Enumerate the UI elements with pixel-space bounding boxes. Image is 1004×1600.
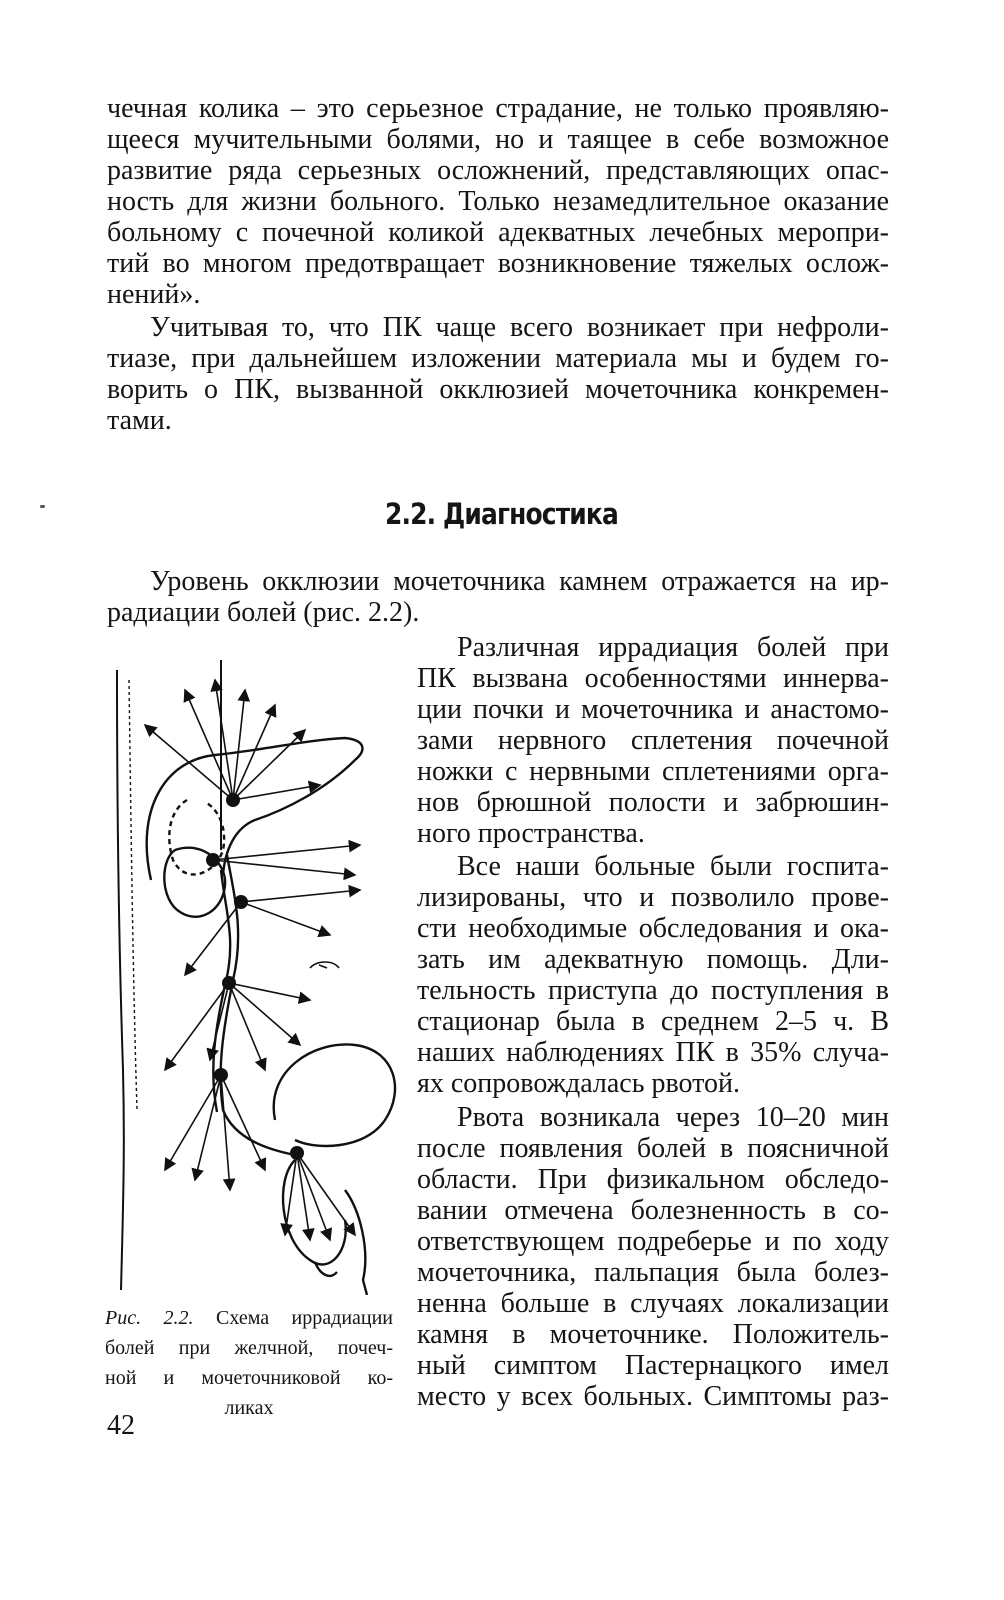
text-line: зать им адекватную помощь. Дли- [417,944,889,975]
text-line: щееся мучительными болями, но и таящее в себе возможное [107,124,889,155]
text-line: тельность приступа до поступления в [417,975,889,1006]
figure-caption [105,1303,393,1423]
caption-label: Рис. 2.2. [105,1307,194,1329]
text-line: развитие ряда серьезных осложнений, представляющих опас- [107,155,889,186]
text-line: области. При физикальном обследо- [417,1164,889,1195]
text-line: больному с почечной коликой адекватных лечебных меропри- [107,217,889,248]
text-line: Различная иррадиация болей при [457,632,889,663]
text-line: после появления болей в поясничной [417,1133,889,1164]
text-line: тами. [107,405,172,436]
text-line: место у всех больных. Симптомы раз- [417,1381,889,1412]
text-line: стационар была в среднем 2–5 ч. В [417,1006,889,1037]
text-line: тий во многом предотвращает возникновение тяжелых ослож- [107,248,889,279]
text-line: камня в мочеточнике. Положитель- [417,1319,889,1350]
text-line: Учитывая то, что ПК чаще всего возникает при нефроли- [150,312,889,343]
text-line: лизированы, что и позволило прове- [417,882,889,913]
text-line: мочеточника, пальпация была болез- [417,1257,889,1288]
text-line: радиации болей (рис. 2.2). [107,597,420,628]
text-line: нов брюшной полости и забрюшин- [417,787,889,818]
pain-irradiation-figure [105,650,405,1295]
text-line: Все наши больные были госпита- [457,851,889,882]
caption-text: ной и мочеточниковой ко- [105,1367,393,1389]
text-line: ответствующем подреберье и по ходу [417,1226,889,1257]
text-line: ции почки и мочеточника и анастомо- [417,694,889,725]
text-line: ножки с нервными сплетениями орга- [417,756,889,787]
caption-text: Схема иррадиации [193,1307,394,1329]
text-line: наших наблюдениях ПК в 35% случа- [417,1037,889,1068]
scan-speck [40,505,45,508]
caption-text: болей при желчной, почеч- [105,1337,393,1359]
page-number: 42 [107,1410,135,1441]
text-line: ный симптом Пастернацкого имел [417,1350,889,1381]
text-line: ях сопровождалась рвотой. [417,1068,740,1099]
text-line: ного пространства. [417,818,645,849]
text-line: тиазе, при дальнейшем изложении материала мы и будем го- [107,343,889,374]
text-line: Рвота возникала через 10–20 мин [457,1102,889,1133]
text-line: ворить о ПК, вызванной окклюзией мочеточника конкремен- [107,374,889,405]
text-line: сти необходимые обследования и ока- [417,913,889,944]
section-heading: 2.2. Диагностика [385,497,618,531]
caption-text: ликах [224,1397,274,1419]
text-line: ПК вызвана особенностями иннерва- [417,663,889,694]
text-line: зами нервного сплетения почечной [417,725,889,756]
text-line: нений». [107,279,201,310]
text-line: ность для жизни больного. Только незамедлительное оказание [107,186,889,217]
text-line: вании отмечена болезненность в со- [417,1195,889,1226]
text-line: Уровень окклюзии мочеточника камнем отражается на ир- [150,566,889,597]
text-line: чечная колика – это серьезное страдание, не только проявляю- [107,93,889,124]
text-line: ненна больше в случаях локализации [417,1288,889,1319]
